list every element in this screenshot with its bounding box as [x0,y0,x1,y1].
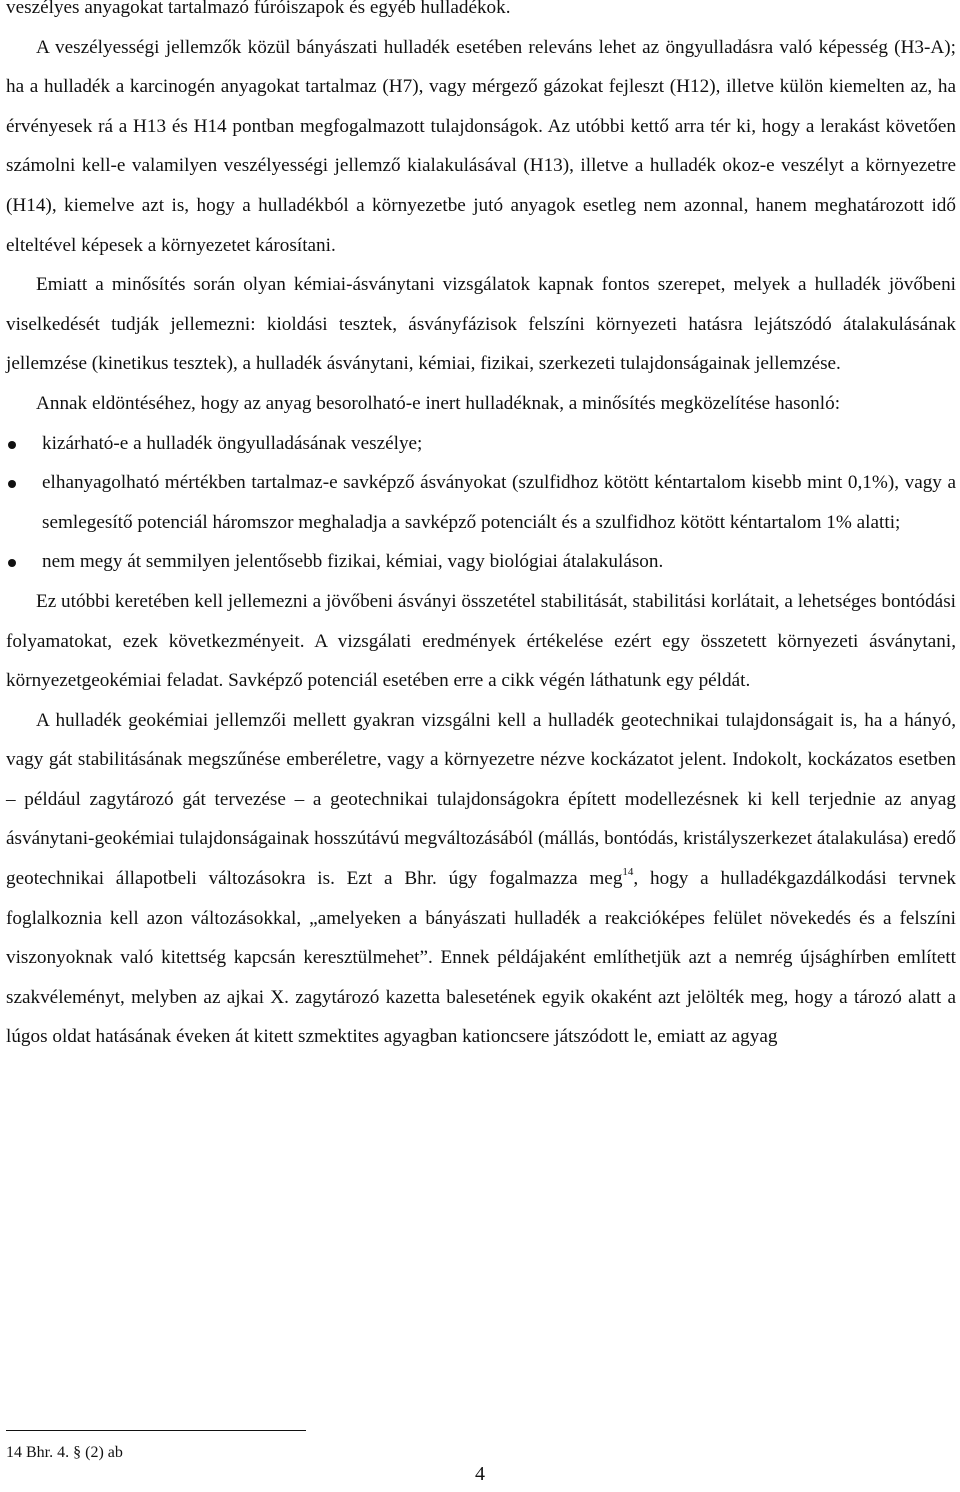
paragraph-text: , hogy a hulladékgazdálkodási tervnek foglalkoznia kell azon változásokkal, „amelyeken a bányászati hulladék a reakcióképes felület növekedés és a felszíni viszonyoknak való kitettség kapcsán keresztülmehet”. Ennek példájaként említhetjük azt a nemrég újsághírben említett szakvéleményt, melyben az ajkai X. zagytározó kazetta balesetének egyik okaként azt jelölték meg, hogy a tározó alatt a lúgos oldat hatásának éveken át kitett szmektites agyagban kationcsere játszódott le, emiatt az agyag [6,868,956,1048]
paragraph-mineral-stability: Ez utóbbi keretében kell jellemezni a jövőbeni ásványi összetétel stabilitását, stabilitási korlátait, a lehetséges bontódási folyamatokat, ezek következményeit. A vizsgálati eredmények értékelése ezért egy összetett környezeti ásványtani, környezetgeokémiai feladat. Savképző potenciál esetében erre a cikk végén láthatunk egy példát. [6,590,956,692]
list-item [6,542,956,582]
list-item-text: kizárható-e a hulladék öngyulladásának veszélye; [42,432,423,454]
bullet-icon [8,559,16,567]
body-text [6,0,956,1057]
paragraph-text: A hulladék geokémiai jellemzői mellett gyakran vizsgálni kell a hulladék geotechnikai tulajdonságait is, ha a hányó, vagy gát stabilitásának megszűnése emberéletre, vagy a környezetre nézve kockázatot jelent. Indokolt, kockázatos esetben – például zagytározó gát tervezése – a geotechnikai tulajdonságokra épített modellezésnek ki kell terjednie az anyag ásványtani-geokémiai tulajdonságainak hosszútávú megváltozásából (mállás, bontódás, kristályszerkezet átalakulása) eredő geotechnikai állapotbeli változásokra is. Ezt a Bhr. úgy fogalmazza meg [6,709,956,890]
bullet-icon [8,441,16,449]
page-number: 4 [475,1463,485,1485]
paragraph-continuation: veszélyes anyagokat tartalmazó fúróiszapok és egyéb hulladékok. [6,0,511,18]
bullet-icon [8,480,16,488]
list-item-text: elhanyagolható mértékben tartalmaz-e savképző ásványokat (szulfidhoz kötött kéntartalom kisebb mint 0,1%), vagy a semlegesítő potenciál háromszor meghaladja a savképző potenciált és a szulfidhoz kötött kéntartalom 1% alatti; [42,472,956,533]
list-item-text: nem megy át semmilyen jelentősebb fizikai, kémiai, vagy biológiai átalakuláson. [42,551,664,573]
footnote-reference[interactable]: 14 [622,865,634,878]
criteria-list [6,424,956,582]
footnote-separator [6,1430,306,1431]
list-item [6,463,956,542]
paragraph-inert-waste-intro: Annak eldöntéséhez, hogy az anyag besorolható-e inert hulladéknak, a minősítés megközelítése hasonló: [36,392,841,414]
paragraph-geotechnical [6,701,956,1057]
paragraph-qualification-tests: Emiatt a minősítés során olyan kémiai-ásványtani vizsgálatok kapnak fontos szerepet, melyek a hulladék jövőbeni viselkedését tudják jellemezni: kioldási tesztek, ásványfázisok felszíni környezeti hatásra lejátszódó átalakulásának jellemzése (kinetikus tesztek), a hulladék ásványtani, kémiai, fizikai, szerkezeti tulajdonságainak jellemzése. [6,274,956,375]
footnote: 14 Bhr. 4. § (2) ab [6,1444,123,1461]
list-item [6,424,956,464]
paragraph-hazard-characteristics: A veszélyességi jellemzők közül bányászati hulladék esetében releváns lehet az öngyulladásra való képesség (H3-A); ha a hulladék a karcinogén anyagokat tartalmaz (H7), vagy mérgező gázokat fejleszt (H12), illetve külön kiemelten az, ha érvényesek rá a H13 és H14 pontban megfogalmazott tulajdonságok. Az utóbbi kettő arra tér ki, hogy a lerakást követően számolni kell-e valamilyen veszélyességi jellemző kialakulásával (H13), illetve a hulladék okoz-e veszélyt a környezetre (H14), kiemelve azt is, hogy a hulladékból a környezetbe jutó anyagok esetleg nem azonnal, hanem meghatározott idő elteltével képesek a környezetet károsítani. [6,36,956,256]
